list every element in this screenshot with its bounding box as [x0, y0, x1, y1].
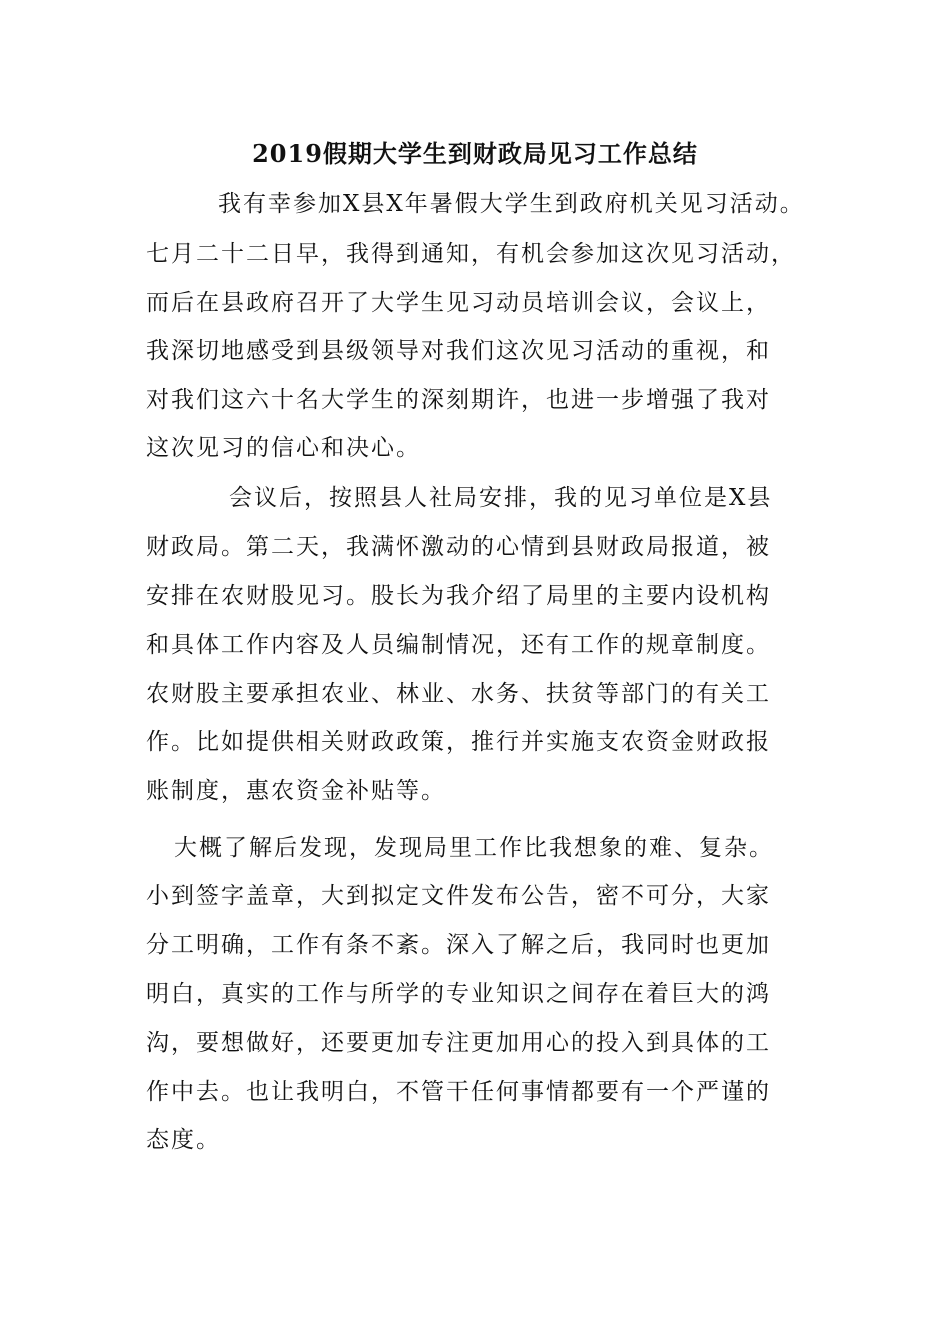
- paragraph-3-line-2: 小到签字盖章，大到拟定文件发布公告，密不可分，大家: [146, 883, 771, 909]
- paragraph-2-line-5: 农财股主要承担农业、林业、水务、扶贫等部门的有关工: [146, 681, 771, 707]
- document-title: 2019假期大学生到财政局见习工作总结: [252, 139, 698, 168]
- paragraph-3-line-3: 分工明确，工作有条不紊。深入了解之后，我同时也更加: [146, 932, 771, 958]
- paragraph-3-line-5: 沟，要想做好，还要更加专注更加用心的投入到具体的工: [146, 1030, 771, 1056]
- paragraph-3-line-1: 大概了解后发现，发现局里工作比我想象的难、复杂。: [174, 835, 774, 861]
- paragraph-1-line-5: 对我们这六十名大学生的深刻期许，也进一步增强了我对: [146, 387, 771, 413]
- paragraph-1-line-4: 我深切地感受到县级领导对我们这次见习活动的重视，和: [146, 338, 771, 364]
- paragraph-1-line-1: 我有幸参加X县X年暑假大学生到政府机关见习活动。: [218, 191, 805, 217]
- paragraph-1-line-6: 这次见习的信心和决心。: [146, 435, 421, 461]
- paragraph-3-line-4: 明白，真实的工作与所学的专业知识之间存在着巨大的鸿: [146, 981, 771, 1007]
- paragraph-2-line-6: 作。比如提供相关财政政策，推行并实施支农资金财政报: [146, 729, 771, 755]
- paragraph-3-line-7: 态度。: [146, 1127, 221, 1153]
- paragraph-2-line-2: 财政局。第二天，我满怀激动的心情到县财政局报道，被: [146, 534, 771, 560]
- paragraph-3-line-6: 作中去。也让我明白，不管干任何事情都要有一个严谨的: [146, 1079, 771, 1105]
- paragraph-1-line-3: 而后在县政府召开了大学生见习动员培训会议，会议上，: [146, 290, 771, 316]
- paragraph-1-line-2: 七月二十二日早，我得到通知，有机会参加这次见习活动，: [146, 241, 796, 267]
- paragraph-2-line-1: 会议后，按照县人社局安排，我的见习单位是X县: [229, 485, 773, 511]
- paragraph-2-line-7: 账制度，惠农资金补贴等。: [146, 778, 446, 804]
- paragraph-2-line-4: 和具体工作内容及人员编制情况，还有工作的规章制度。: [146, 632, 771, 658]
- paragraph-2-line-3: 安排在农财股见习。股长为我介绍了局里的主要内设机构: [146, 583, 771, 609]
